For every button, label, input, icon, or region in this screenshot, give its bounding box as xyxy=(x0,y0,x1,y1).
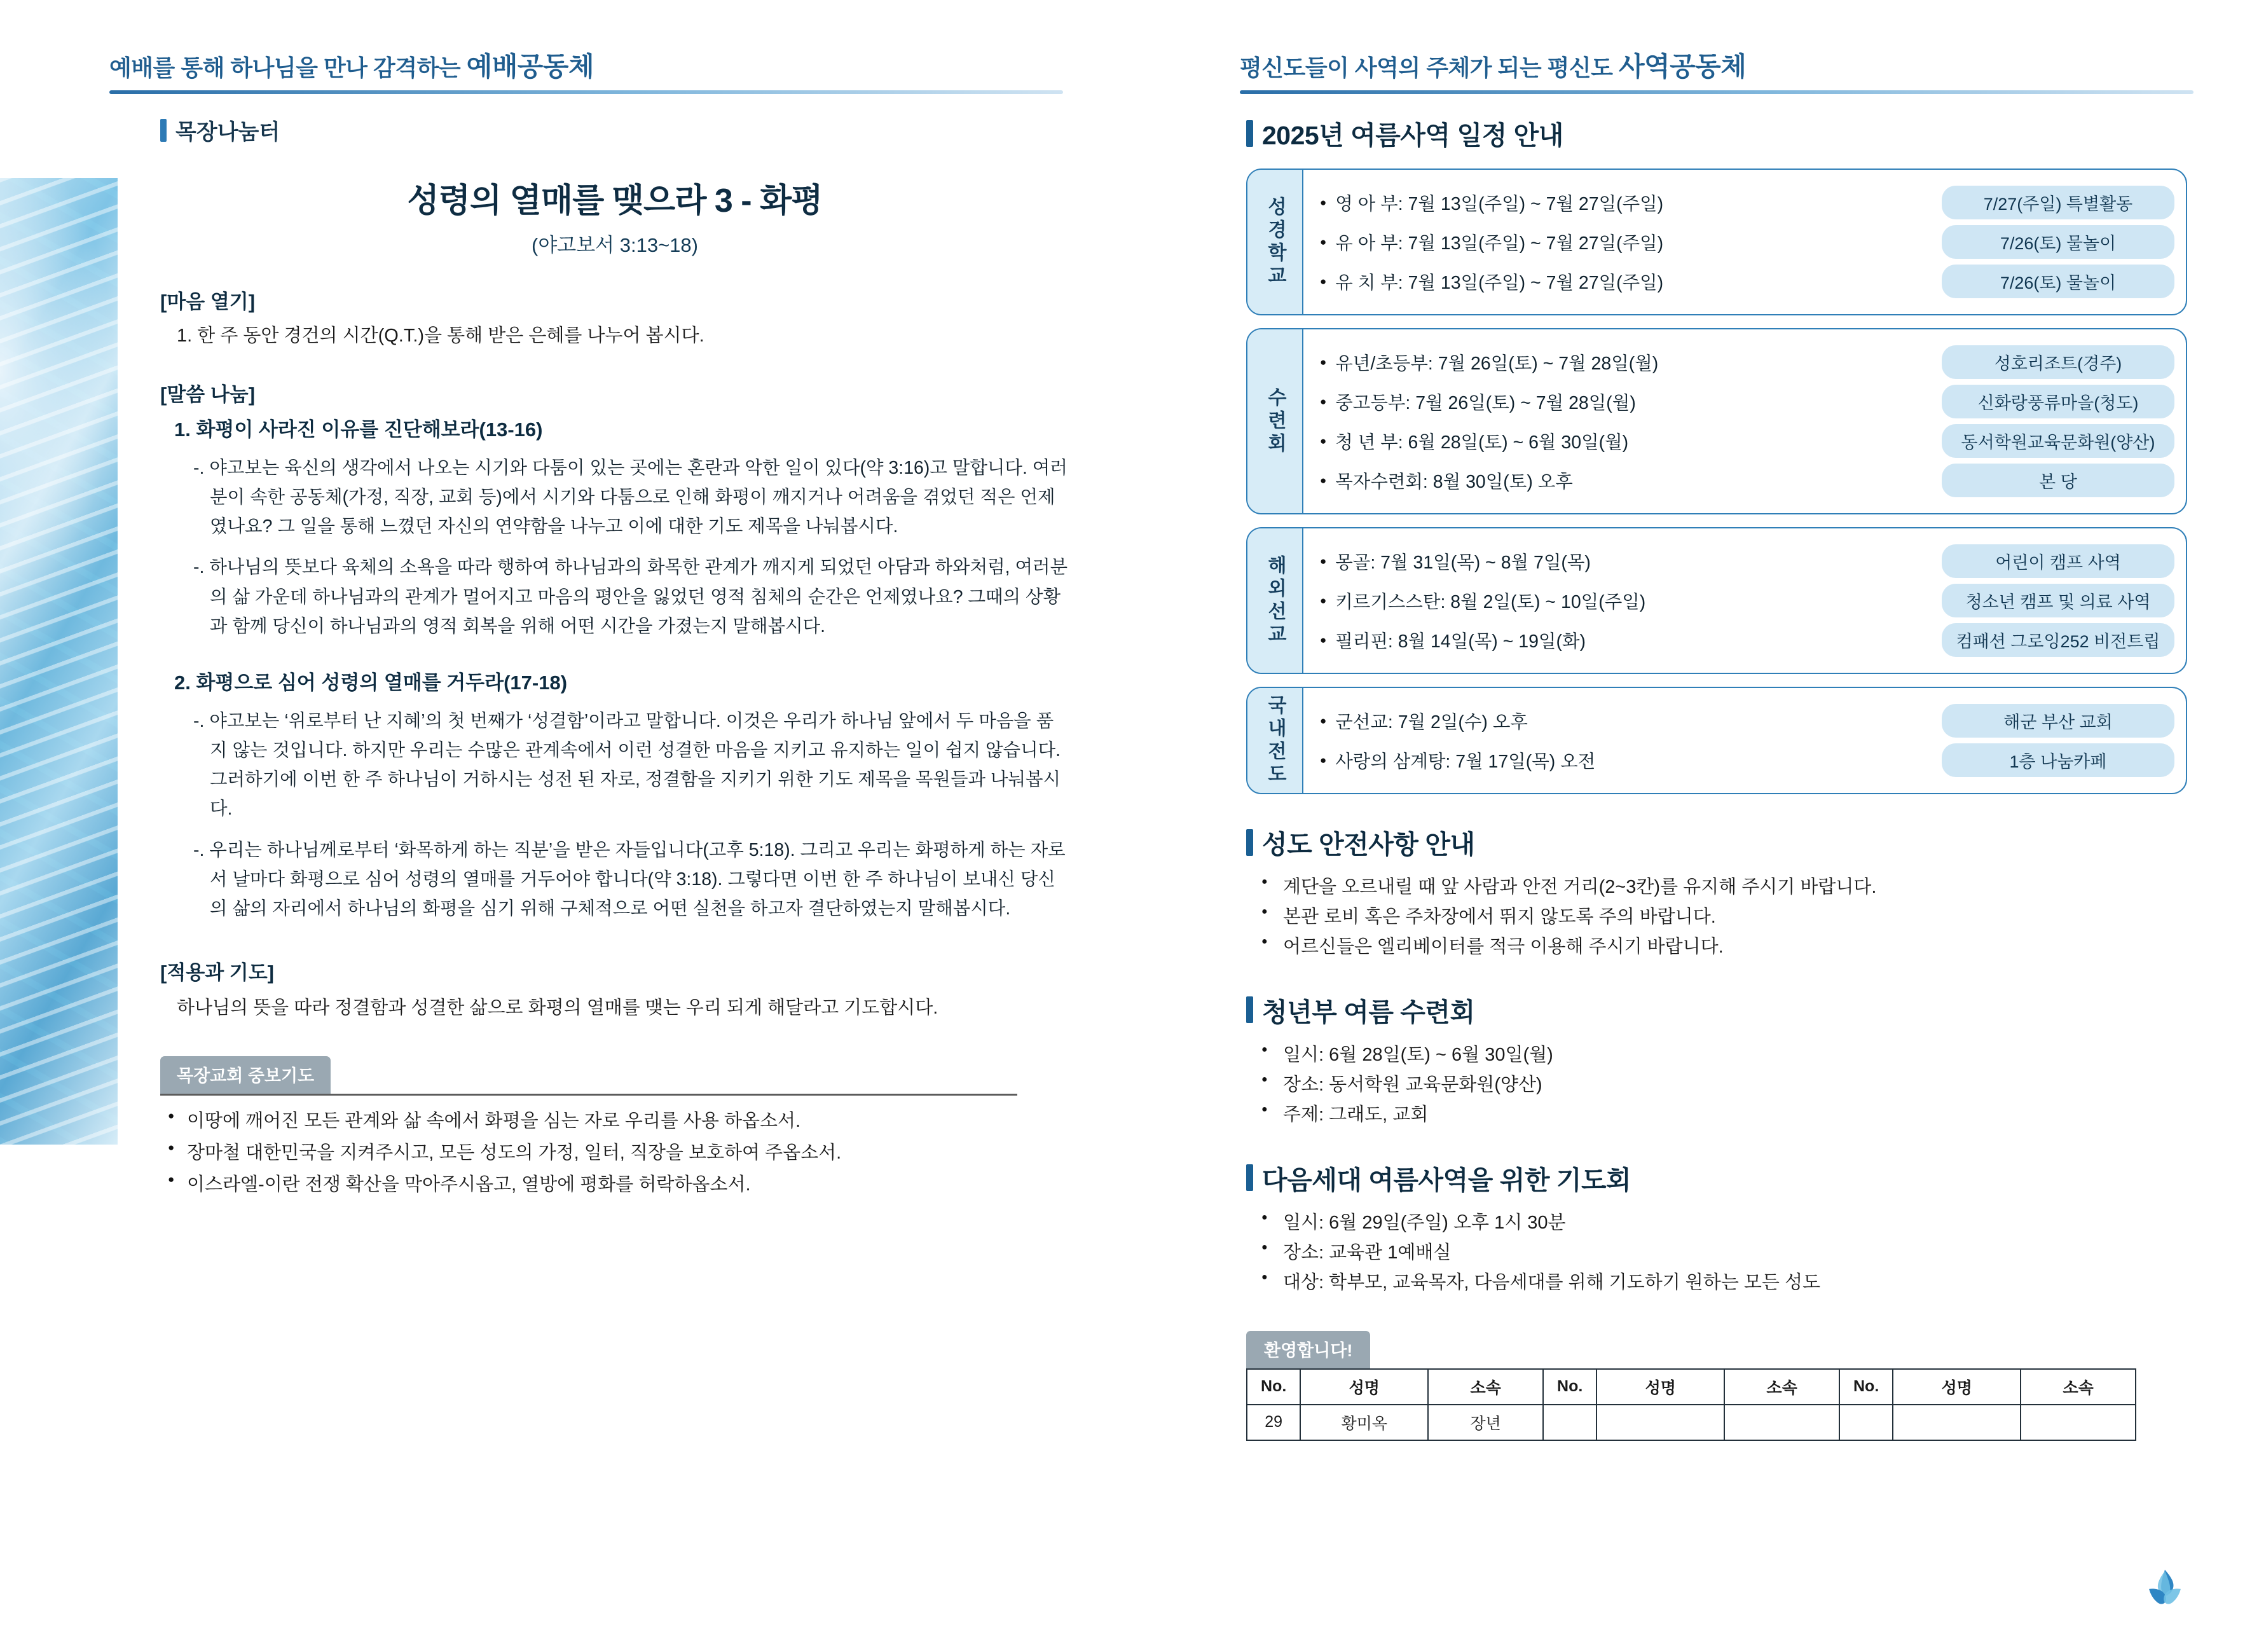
accent-bar xyxy=(1246,120,1253,147)
opening-item: 1. 한 주 동안 경건의 시간(Q.T.)을 통해 받은 은혜를 나누어 봅시다. xyxy=(177,326,704,346)
application-body: 하나님의 뜻을 따라 정결함과 성결한 삶으로 화평의 열매를 맺는 우리 되게 해달라고 기도합시다. xyxy=(177,997,938,1018)
point-1-title: 1. 화평이 사라진 이유를 진단해보라(13-16) xyxy=(174,418,543,441)
safety-title: 성도 안전사항 안내 xyxy=(1262,830,1475,859)
summer-schedule-title: 2025년 여름사역 일정 안내 xyxy=(1262,121,1563,150)
cell-affiliation-2 xyxy=(1724,1405,1839,1440)
accent-bar xyxy=(1246,1164,1253,1191)
sermon-title: 성령의 열매를 맺으라 3 - 화평 xyxy=(407,182,823,219)
left-column xyxy=(160,114,1069,1201)
intercessory-prayer-list xyxy=(165,1106,1069,1201)
row-label: 영 아 부: 7월 13일(주일) ~ 7월 27일(주일) xyxy=(1335,194,1664,214)
point-1-paragraph-a: -. 야고보는 육신의 생각에서 나오는 시기와 다툼이 있는 곳에는 혼란과 악한 일이 있다(약 3:16)고 말합니다. 여러분이 속한 공동체(가정, 직장, 교회 등)에서 시기와 다툼으로 인해 화평이 깨지거나 어려움을 겪었던 적은 언제였나요? 그 일을 통해 느꼈던 자신의 연약함을 나누고 이에 대한 기도 제목을 나눠봅시다. xyxy=(193,457,1068,537)
table-row xyxy=(1320,345,2174,379)
bullet-icon: ● xyxy=(1320,714,1327,727)
card-rows xyxy=(1303,688,2186,793)
row-label: 사랑의 삼계탕: 7월 17일(목) 오전 xyxy=(1335,752,1596,772)
row-pill: 해군 부산 교회 xyxy=(1942,704,2174,738)
right-header-prefix: 평신도들이 사역의 주체가 되는 평신도 xyxy=(1240,55,1619,81)
church-logo-icon xyxy=(2136,1563,2194,1614)
row-label: 목자수련회: 8월 30일(토) 오후 xyxy=(1335,472,1573,492)
section-label: 목장나눔터 xyxy=(175,120,280,144)
card-side-label xyxy=(1247,170,1303,314)
cell-name-3 xyxy=(1893,1405,2021,1440)
row-pill: 신화랑풍류마을(청도) xyxy=(1942,385,2174,418)
table-row xyxy=(1247,1405,2136,1440)
row-pill: 1층 나눔카페 xyxy=(1942,743,2174,777)
row-pill: 7/26(토) 물놀이 xyxy=(1942,265,2174,298)
card-side-text: 해외선교 xyxy=(1265,554,1286,647)
bullet-icon: ● xyxy=(1320,754,1327,766)
opening-heading: [마음 열기] xyxy=(160,291,256,313)
list-item: ● 대상: 학부모, 교육목자, 다음세대를 위해 기도하기 원하는 모든 성도 xyxy=(1258,1268,2187,1298)
sermon-scripture-reference: (야고보서 3:13~18) xyxy=(532,234,698,256)
row-pill: 7/27(주일) 특별활동 xyxy=(1942,186,2174,219)
row-pill: 어린이 캠프 사역 xyxy=(1942,544,2174,578)
accent-bar xyxy=(1246,996,1253,1023)
table-row xyxy=(1320,265,2174,298)
list-item: ● 계단을 오르내릴 때 앞 사람과 안전 거리(2~3칸)를 유지해 주시기 바랍니다. xyxy=(1258,872,2187,902)
th-name-3: 성명 xyxy=(1893,1369,2021,1405)
list-item: ● 본관 로비 혹은 주차장에서 뛰지 않도록 주의 바랍니다. xyxy=(1258,902,2187,932)
row-label: 유년/초등부: 7월 26일(토) ~ 7월 28일(월) xyxy=(1335,354,1659,374)
list-item: ● 주제: 그래도, 교회 xyxy=(1258,1100,2187,1130)
th-affiliation-1: 소속 xyxy=(1428,1369,1543,1405)
th-no-3: No. xyxy=(1839,1369,1893,1405)
card-rows xyxy=(1303,528,2186,673)
list-item: ● 장마철 대한민국을 지켜주시고, 모든 성도의 가정, 일터, 직장을 보호하여 주옵소서. xyxy=(165,1138,1069,1169)
cell-name-1: 황미옥 xyxy=(1300,1405,1428,1440)
table-row xyxy=(1320,225,2174,259)
sharing-heading: [말씀 나눔] xyxy=(160,383,256,406)
bullet-icon: ● xyxy=(1320,554,1327,567)
bullet-icon: ● xyxy=(1320,395,1327,408)
prayer-meeting-list xyxy=(1258,1208,2187,1298)
row-pill: 성호리조트(경주) xyxy=(1942,345,2174,379)
row-label: 필리핀: 8월 14일(목) ~ 19일(화) xyxy=(1335,631,1586,652)
accent-bar xyxy=(1246,829,1253,856)
left-header-strong: 예배공동체 xyxy=(466,52,594,81)
card-side-text: 국내전도 xyxy=(1265,694,1286,787)
left-header-rule xyxy=(109,90,1063,94)
cell-name-2 xyxy=(1596,1405,1724,1440)
row-label: 키르기스스탄: 8월 2일(토) ~ 10일(주일) xyxy=(1335,592,1646,612)
intercessory-prayer-tag: 목장교회 중보기도 xyxy=(160,1056,331,1094)
row-label: 중고등부: 7월 26일(토) ~ 7월 28일(월) xyxy=(1335,393,1636,413)
prayer-meeting-title-group xyxy=(1246,1159,2187,1197)
point-1-paragraph-b: -. 하나님의 뜻보다 육체의 소욕을 따라 행하여 하나님과의 화목한 관계가 깨지게 되었던 아담과 하와처럼, 여러분의 삶 가운데 하나님과의 관계가 멀어지고 마음의 평안을 잃었던 영적 침체의 순간은 언제였나요? 그때의 상황과 함께 당신이 하나님과의 영적 회복을 위해 어떤 시간을 가졌는지 말해봅시다. xyxy=(193,557,1068,637)
point-2-paragraph-b: -. 우리는 하나님께로부터 ‘화목하게 하는 직분’을 받은 자들입니다(고후 5:18). 그리고 우리는 화평하게 하는 자로서 날마다 화평으로 심어 성령의 열매를 거두어야 합니다(약 3:18). 그렇다면 이번 한 주 하나님이 보내신 당신의 삶의 자리에서 하나님의 화평을 심기 위해 구체적으로 어떤 실천을 하고자 결단하였는지 말해봅시다. xyxy=(193,839,1066,919)
right-column-header xyxy=(1240,46,2194,94)
safety-list xyxy=(1258,872,2187,962)
row-label: 청 년 부: 6월 28일(토) ~ 6월 30일(월) xyxy=(1335,432,1629,453)
row-label: 유 치 부: 7월 13일(주일) ~ 7월 27일(주일) xyxy=(1335,273,1664,293)
bullet-icon: ● xyxy=(1320,196,1327,209)
table-row xyxy=(1320,464,2174,497)
schedule-card-domestic-evangelism xyxy=(1246,687,2187,794)
card-side-label xyxy=(1247,329,1303,513)
safety-title-group xyxy=(1246,823,2187,861)
youth-retreat-title-group xyxy=(1246,991,2187,1029)
intercessory-prayer-rule xyxy=(160,1094,1017,1096)
list-item: ● 일시: 6월 28일(토) ~ 6월 30일(월) xyxy=(1258,1040,2187,1070)
th-name-1: 성명 xyxy=(1300,1369,1428,1405)
right-header-strong: 사역공동체 xyxy=(1618,52,1747,81)
schedule-card-retreat xyxy=(1246,328,2187,514)
prayer-meeting-title: 다음세대 여름사역을 위한 기도회 xyxy=(1262,1165,1631,1195)
left-column-header xyxy=(109,46,1063,94)
cell-no-1: 29 xyxy=(1247,1405,1300,1440)
list-item: ● 어르신들은 엘리베이터를 적극 이용해 주시기 바랍니다. xyxy=(1258,932,2187,962)
th-no-2: No. xyxy=(1543,1369,1596,1405)
cell-affiliation-3 xyxy=(2021,1405,2136,1440)
row-pill: 동서학원교육문화원(양산) xyxy=(1942,424,2174,458)
bullet-icon: ● xyxy=(1320,235,1327,248)
cell-no-2 xyxy=(1543,1405,1596,1440)
list-item: ● 이스라엘-이란 전쟁 확산을 막아주시옵고, 열방에 평화를 허락하옵소서. xyxy=(165,1169,1069,1201)
schedule-card-overseas-mission xyxy=(1246,527,2187,674)
bullet-icon: ● xyxy=(1320,434,1327,447)
bullet-icon: ● xyxy=(1320,594,1327,607)
card-rows xyxy=(1303,329,2186,513)
row-label: 몽골: 7월 31일(목) ~ 8월 7일(목) xyxy=(1335,553,1591,573)
row-pill: 본 당 xyxy=(1942,464,2174,497)
section-title-cell-group xyxy=(160,114,1069,146)
application-heading: [적용과 기도] xyxy=(160,961,274,984)
table-header-row xyxy=(1247,1369,2136,1405)
row-pill: 7/26(토) 물놀이 xyxy=(1942,225,2174,259)
card-side-label xyxy=(1247,688,1303,793)
right-column xyxy=(1246,114,2187,1441)
point-2-title: 2. 화평으로 심어 성령의 열매를 거두라(17-18) xyxy=(174,671,568,694)
schedule-card-bible-school xyxy=(1246,169,2187,315)
bullet-icon: ● xyxy=(1320,474,1327,486)
th-affiliation-2: 소속 xyxy=(1724,1369,1839,1405)
row-pill: 컴패션 그로잉252 비전트립 xyxy=(1942,623,2174,657)
bullet-icon: ● xyxy=(1320,355,1327,368)
point-2-paragraph-a: -. 야고보는 ‘위로부터 난 지혜’의 첫 번째가 ‘성결함’이라고 말합니다. 이것은 우리가 하나님 앞에서 두 마음을 품지 않는 것입니다. 하지만 우리는 수많은 관계속에서 이런 성결한 마음을 지키고 유지하는 일이 쉽지 않습니다. 그러하기에 이번 한 주 하나님이 거하시는 성전 된 자로, 정결함을 지키기 위한 기도 제목을 목원들과 나눠봅시다. xyxy=(193,710,1061,820)
cell-no-3 xyxy=(1839,1405,1893,1440)
list-item: ● 일시: 6월 29일(주일) 오후 1시 30분 xyxy=(1258,1208,2187,1238)
row-pill: 청소년 캠프 및 의료 사역 xyxy=(1942,584,2174,617)
table-row xyxy=(1320,743,2174,777)
table-row xyxy=(1320,623,2174,657)
left-header-prefix: 예배를 통해 하나님을 만나 감격하는 xyxy=(109,55,467,81)
th-name-2: 성명 xyxy=(1596,1369,1724,1405)
table-row xyxy=(1320,584,2174,617)
table-row xyxy=(1320,385,2174,418)
summer-schedule-title-group xyxy=(1246,114,2187,152)
table-row xyxy=(1320,704,2174,738)
card-rows xyxy=(1303,170,2186,314)
list-item: ● 이땅에 깨어진 모든 관계와 삶 속에서 화평을 심는 자로 우리를 사용 하옵소서. xyxy=(165,1106,1069,1138)
card-side-label xyxy=(1247,528,1303,673)
row-label: 군선교: 7월 2일(수) 오후 xyxy=(1335,712,1528,733)
youth-retreat-list xyxy=(1258,1040,2187,1130)
welcome-tag: 환영합니다! xyxy=(1246,1331,1370,1368)
decorative-wave-image xyxy=(0,178,118,1145)
cell-affiliation-1: 장년 xyxy=(1428,1405,1543,1440)
card-side-text: 수련회 xyxy=(1265,387,1286,456)
bullet-icon: ● xyxy=(1320,633,1327,646)
list-item: ● 장소: 교육관 1예배실 xyxy=(1258,1238,2187,1268)
table-row xyxy=(1320,544,2174,578)
row-label: 유 아 부: 7월 13일(주일) ~ 7월 27일(주일) xyxy=(1335,233,1664,254)
table-row xyxy=(1320,424,2174,458)
th-no-1: No. xyxy=(1247,1369,1300,1405)
list-item: ● 장소: 동서학원 교육문화원(양산) xyxy=(1258,1070,2187,1100)
youth-retreat-title: 청년부 여름 수련회 xyxy=(1262,997,1475,1027)
right-header-rule xyxy=(1240,90,2194,94)
summer-schedule-cards xyxy=(1246,169,2187,794)
th-affiliation-3: 소속 xyxy=(2021,1369,2136,1405)
table-row xyxy=(1320,186,2174,219)
card-side-text: 성경학교 xyxy=(1265,196,1286,288)
guest-table xyxy=(1246,1368,2136,1441)
section-accent-bar xyxy=(160,119,167,142)
bullet-icon: ● xyxy=(1320,275,1327,287)
